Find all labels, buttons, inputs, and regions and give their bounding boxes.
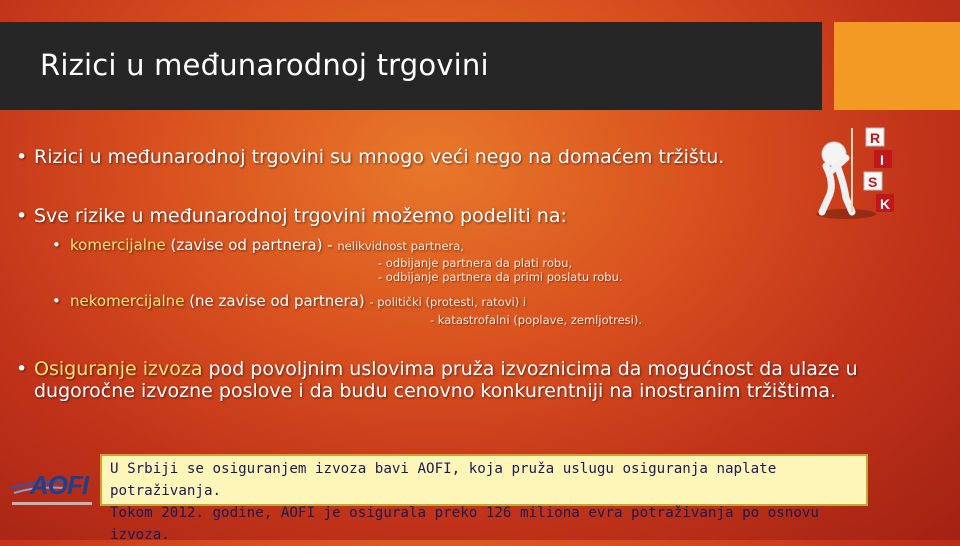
sub-bullet-commercial: [52, 236, 464, 254]
title-accent-block: [834, 22, 960, 110]
bullet-1-text: Rizici u međunarodnoj trgovini su mnogo veći nego na domaćem tržištu.: [34, 146, 725, 168]
risk-figure-icon: [800, 122, 908, 222]
bullet-dot: •: [16, 358, 28, 380]
callout-line-1: U Srbiji se osiguranjem izvoza bavi AOFI, koja pruža uslugu osiguranja naplate potraživanja.: [110, 461, 777, 499]
bullet-1: [16, 146, 724, 168]
aofi-callout-box: [100, 454, 868, 543]
commercial-detail-2: - odbijanje partnera da plati robu,: [378, 256, 573, 270]
aofi-logo-text: AOFI: [30, 470, 89, 500]
bullet-dot: •: [16, 146, 28, 168]
bullet-2-text: Sve rizike u međunarodnoj trgovini možemo podeliti na:: [34, 205, 567, 227]
commercial-detail-3: - odbijanje partnera da primi poslatu robu.: [378, 270, 623, 284]
noncommercial-detail-1: - politički (protesti, ratovi) i: [369, 295, 527, 309]
bullet-dot: •: [52, 236, 61, 254]
commercial-desc: (zavise od partnera) -: [170, 236, 333, 254]
risk-letter-r: R: [870, 130, 881, 146]
noncommercial-detail-2: - katastrofalni (poplave, zemljotresi).: [430, 313, 642, 327]
risk-letter-k: K: [880, 196, 891, 212]
risk-letter-s: S: [868, 174, 878, 190]
export-insurance-term: Osiguranje izvoza: [34, 358, 203, 380]
commercial-term: komercijalne: [70, 236, 166, 254]
sub-bullet-noncommercial: [52, 292, 526, 310]
bullet-dot: •: [16, 205, 28, 227]
bullet-3: [16, 358, 921, 402]
slide-title: Rizici u međunarodnoj trgovini: [40, 48, 489, 82]
risk-letter-i: I: [880, 152, 884, 168]
bullet-dot: •: [52, 292, 61, 310]
noncommercial-desc: (ne zavise od partnera): [189, 292, 365, 310]
bullet-3-text: pod povoljnim uslovima pruža izvoznicima da mogućnost da ulaze u dugoročne izvozne poslove i da budu cenovno konkurentniji na inostranim tržištima.: [34, 358, 858, 402]
noncommercial-term: nekomercijalne: [70, 292, 185, 310]
bullet-2: [16, 205, 567, 227]
commercial-detail-1: nelikvidnost partnera,: [337, 239, 464, 253]
callout-line-2: Tokom 2012. godine, AOFI je osigurala preko 126 miliona evra potraživanja po osnovu izvoza.: [110, 505, 819, 543]
